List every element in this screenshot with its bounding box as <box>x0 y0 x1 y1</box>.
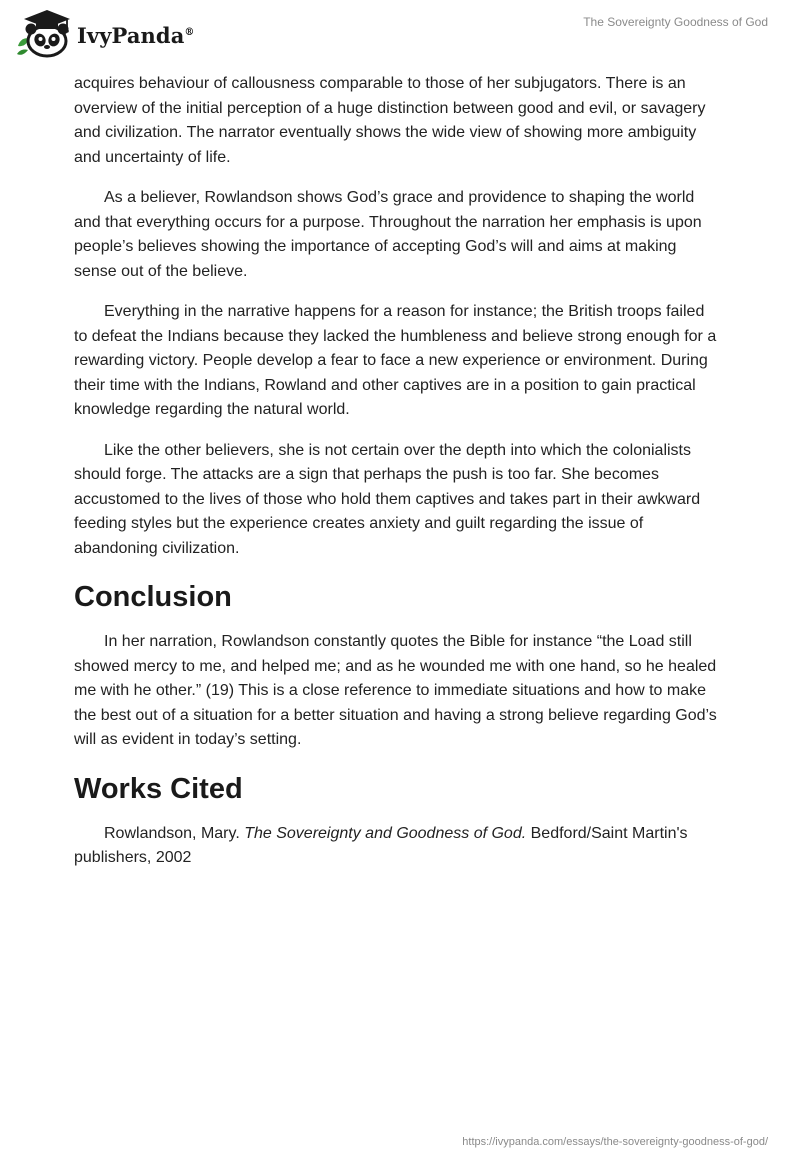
brand-name: IvyPanda® <box>77 22 195 48</box>
citation-publisher: Bedford/Saint Martin's publishers, 2002 <box>74 824 688 866</box>
works-cited-heading: Works Cited <box>74 772 243 805</box>
body-paragraph: acquires behaviour of callousness comparable to those of her subjugators. There is an overview of the initial perception of a huge distinction between good and evil, or savagery and civilization. The narrator eventually shows the wide view of showing more ambiguity and uncertainty of life. <box>74 75 706 166</box>
document-title: The Sovereignty Goodness of God <box>583 15 768 29</box>
registered-mark: ® <box>184 26 195 38</box>
ivypanda-logo[interactable] <box>14 8 195 60</box>
body-paragraph: Everything in the narrative happens for a reason for instance; the British troops failed to defeat the Indians because they lacked the humbleness and believe strong enough for a rewarding victory. People develop a fear to face a new experience or environment. During their time with the Indians, Rowland and other captives are in a position to gain practical knowledge regarding the natural world. <box>74 303 717 418</box>
conclusion-heading: Conclusion <box>74 581 232 613</box>
body-paragraph: As a believer, Rowlandson shows God’s grace and providence to shaping the world and that everything occurs for a purpose. Throughout the narration her emphasis is upon people’s believes showing the importance of accepting God’s will and aims at making sense out of the believe. <box>74 189 702 280</box>
conclusion-paragraph: In her narration, Rowlandson constantly quotes the Bible for instance “the Load still showed mercy to me, and helped me; and as he wounded me with one hand, so he healed me with he other.” (19) This is a close reference to immediate situations and how to make the best out of a situation for a better situation and having a strong believe regarding God’s will as evident in today’s setting. <box>74 633 717 748</box>
page-header <box>0 0 800 70</box>
panda-graduate-icon <box>14 8 74 60</box>
essay-content <box>74 72 722 887</box>
source-url[interactable]: https://ivypanda.com/essays/the-sovereignty-goodness-of-god/ <box>462 1136 768 1148</box>
citation-entry <box>74 822 722 871</box>
body-paragraph: Like the other believers, she is not certain over the depth into which the colonialists should forge. The attacks are a sign that perhaps the push is too far. She becomes accustomed to the lives of those who hold them captives and takes part in their awkward feeding styles but the experience creates anxiety and guilt regarding the issue of abandoning civilization. <box>74 441 701 557</box>
citation-author: Rowlandson, Mary. <box>104 824 240 842</box>
citation-title: The Sovereignty and Goodness of God. <box>244 824 527 842</box>
